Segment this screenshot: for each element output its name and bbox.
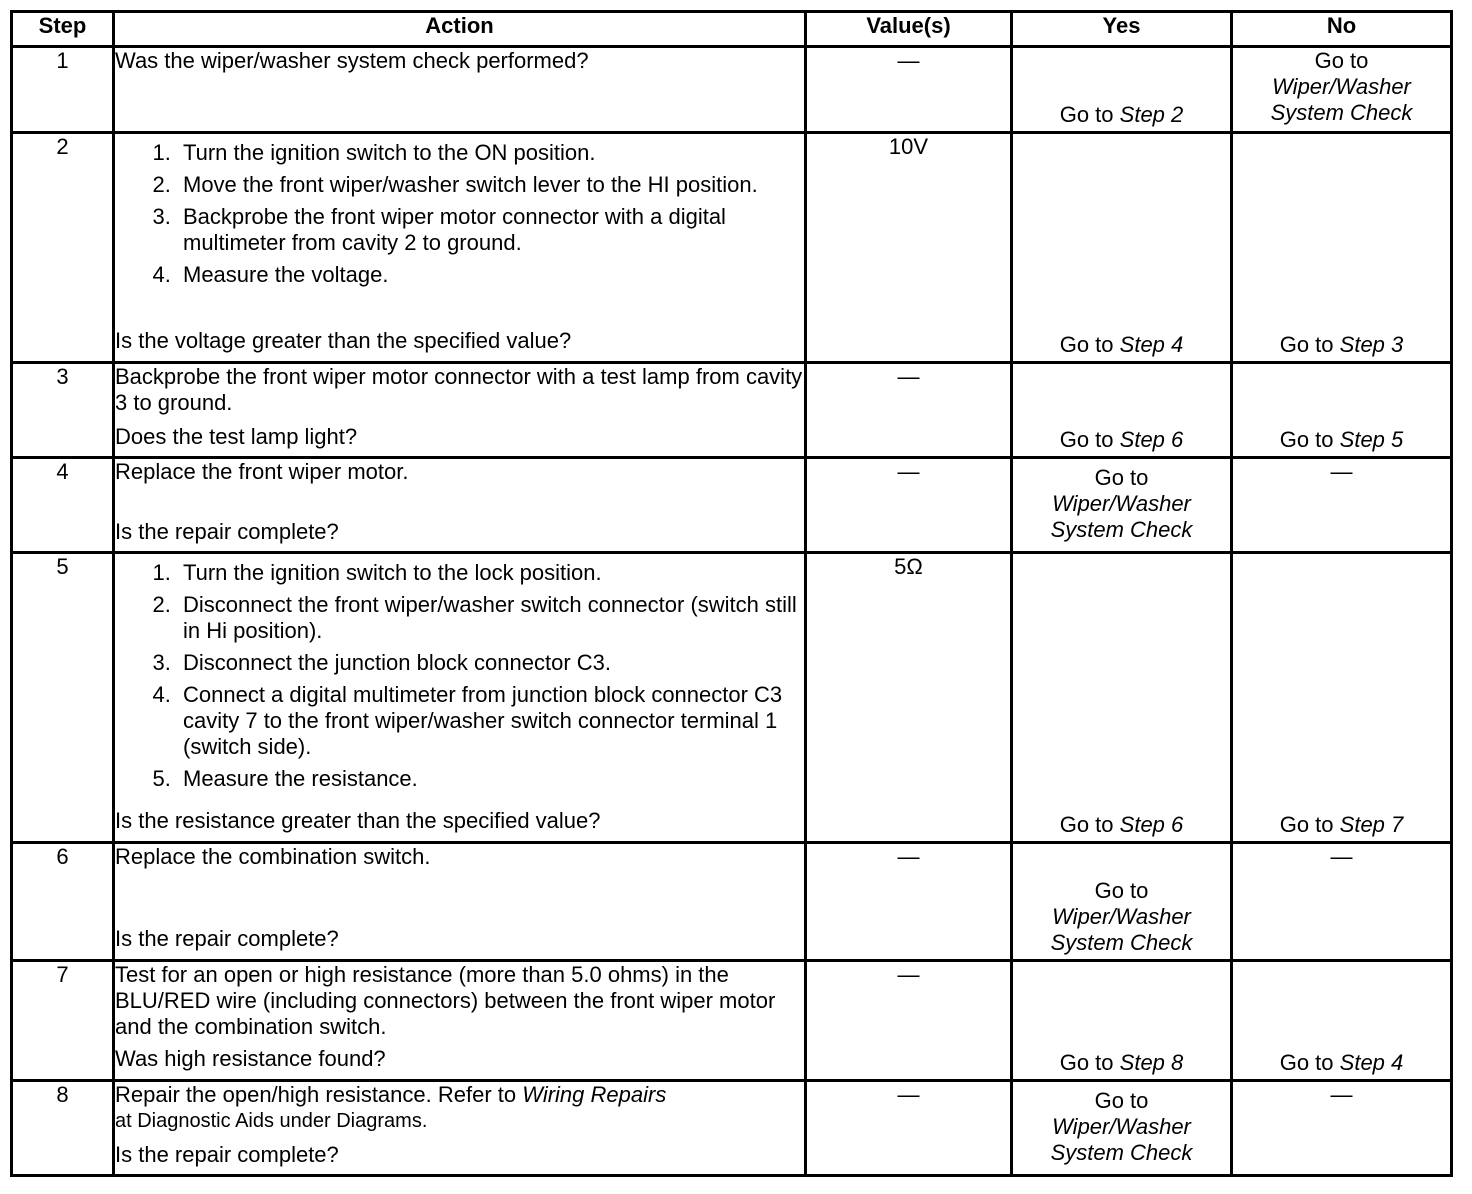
no-step: Step 4 — [1339, 1050, 1404, 1075]
value-cell: — — [806, 363, 1012, 458]
step-number: 5 — [12, 553, 114, 843]
no-cell — [1232, 363, 1452, 458]
action-text: Replace the combination switch. — [115, 844, 431, 869]
table-row — [12, 133, 1452, 363]
goto-label: Go to — [1059, 812, 1114, 837]
no-cell — [1232, 133, 1452, 363]
goto-label: Go to — [1314, 48, 1369, 73]
action-list — [115, 140, 804, 294]
action-item: 4. Connect a digital multimeter from junction block connector C3 cavity 7 to the front wiper/washer switch connector terminal 1 (switch side). — [177, 682, 804, 760]
no-cell: — — [1232, 458, 1452, 553]
no-cell — [1232, 961, 1452, 1081]
step-number: 2 — [12, 133, 114, 363]
no-target-line2: System Check — [1270, 100, 1413, 125]
action-question: Is the repair complete? — [115, 519, 339, 544]
yes-target-line2: System Check — [1050, 1139, 1193, 1165]
header-values: Value(s) — [806, 12, 1012, 47]
action-text: Was the wiper/washer system check performed? — [115, 48, 589, 73]
header-yes: Yes — [1012, 12, 1232, 47]
action-item: 4. Measure the voltage. — [177, 262, 804, 288]
action-cell — [114, 363, 806, 458]
action-question: Is the repair complete? — [115, 926, 339, 951]
goto-label: Go to — [1094, 878, 1149, 903]
action-cell — [114, 133, 806, 363]
yes-cell — [1012, 363, 1232, 458]
action-question: Was high resistance found? — [115, 1046, 386, 1071]
table-row — [12, 47, 1452, 133]
value-cell: — — [806, 458, 1012, 553]
table-row — [12, 553, 1452, 843]
action-item: 1. Turn the ignition switch to the ON position. — [177, 140, 804, 166]
yes-target-line1: Wiper/Washer — [1052, 904, 1191, 929]
yes-step: Step 6 — [1119, 812, 1184, 837]
yes-cell — [1012, 458, 1232, 553]
goto-label: Go to — [1059, 102, 1114, 127]
action-text: Test for an open or high resistance (more than 5.0 ohms) in the BLU/RED wire (including connectors) between the front wiper motor and the combination switch. — [115, 962, 776, 1039]
goto-label: Go to — [1279, 427, 1334, 452]
table-row — [12, 1081, 1452, 1176]
yes-target-line2: System Check — [1050, 516, 1193, 542]
yes-step: Step 6 — [1119, 427, 1184, 452]
yes-cell — [1012, 47, 1232, 133]
action-text-post: at Diagnostic Aids under Diagrams. — [115, 1110, 428, 1132]
goto-label: Go to — [1279, 812, 1334, 837]
yes-cell — [1012, 553, 1232, 843]
action-question: Does the test lamp light? — [115, 424, 358, 449]
yes-target-line1: Wiper/Washer — [1052, 1113, 1191, 1139]
action-cell — [114, 458, 806, 553]
action-text-pre: Repair the open/high resistance. Refer to — [115, 1082, 523, 1107]
action-cell — [114, 1081, 806, 1176]
value-cell: — — [806, 1081, 1012, 1176]
yes-step: Step 8 — [1119, 1050, 1184, 1075]
header-no: No — [1232, 12, 1452, 47]
yes-cell — [1012, 1081, 1232, 1176]
header-row — [12, 12, 1452, 47]
action-cell — [114, 47, 806, 133]
value-cell: — — [806, 47, 1012, 133]
goto-label: Go to — [1279, 332, 1334, 357]
table-row — [12, 843, 1452, 961]
step-number: 3 — [12, 363, 114, 458]
header-step: Step — [12, 12, 114, 47]
goto-label: Go to — [1059, 427, 1114, 452]
action-list — [115, 560, 804, 798]
step-number: 7 — [12, 961, 114, 1081]
action-cell — [114, 843, 806, 961]
goto-label: Go to — [1059, 1050, 1114, 1075]
action-question: Is the repair complete? — [115, 1142, 339, 1167]
no-cell — [1232, 553, 1452, 843]
yes-step: Step 4 — [1119, 332, 1184, 357]
action-cell — [114, 961, 806, 1081]
action-text: Backprobe the front wiper motor connector with a test lamp from cavity 3 to ground. — [115, 364, 803, 415]
diagnostic-table — [10, 10, 1453, 1177]
goto-label: Go to — [1059, 332, 1114, 357]
value-cell: — — [806, 843, 1012, 961]
value-cell: 5Ω — [806, 553, 1012, 843]
action-question: Is the voltage greater than the specified value? — [115, 328, 572, 353]
no-cell: — — [1232, 1081, 1452, 1176]
no-step: Step 5 — [1339, 427, 1404, 452]
no-cell: — — [1232, 843, 1452, 961]
action-item: 3. Disconnect the junction block connector C3. — [177, 650, 804, 676]
yes-cell — [1012, 133, 1232, 363]
header-action: Action — [114, 12, 806, 47]
wiring-repairs-ref: Wiring Repairs — [522, 1082, 667, 1107]
table-row — [12, 363, 1452, 458]
step-number: 8 — [12, 1081, 114, 1176]
step-number: 4 — [12, 458, 114, 553]
goto-label: Go to — [1279, 1050, 1334, 1075]
goto-label: Go to — [1094, 464, 1149, 490]
yes-target-line2: System Check — [1050, 930, 1193, 955]
no-step: Step 3 — [1339, 332, 1404, 357]
yes-target-line1: Wiper/Washer — [1052, 490, 1191, 516]
action-item: 5. Measure the resistance. — [177, 766, 804, 792]
value-cell: — — [806, 961, 1012, 1081]
action-item: 3. Backprobe the front wiper motor connector with a digital multimeter from cavity 2 to ground. — [177, 204, 804, 256]
step-number: 6 — [12, 843, 114, 961]
yes-cell — [1012, 843, 1232, 961]
action-item: 2. Disconnect the front wiper/washer switch connector (switch still in Hi position). — [177, 592, 804, 644]
table-row — [12, 961, 1452, 1081]
yes-cell — [1012, 961, 1232, 1081]
yes-step: Step 2 — [1119, 102, 1184, 127]
action-cell — [114, 553, 806, 843]
action-item: 1. Turn the ignition switch to the lock position. — [177, 560, 804, 586]
action-text: Replace the front wiper motor. — [115, 459, 409, 484]
step-number: 1 — [12, 47, 114, 133]
table-row — [12, 458, 1452, 553]
value-cell: 10V — [806, 133, 1012, 363]
action-question: Is the resistance greater than the specified value? — [115, 808, 601, 833]
no-step: Step 7 — [1339, 812, 1404, 837]
no-target-line1: Wiper/Washer — [1272, 74, 1411, 99]
action-item: 2. Move the front wiper/washer switch lever to the HI position. — [177, 172, 804, 198]
no-cell — [1232, 47, 1452, 133]
goto-label: Go to — [1094, 1087, 1149, 1113]
